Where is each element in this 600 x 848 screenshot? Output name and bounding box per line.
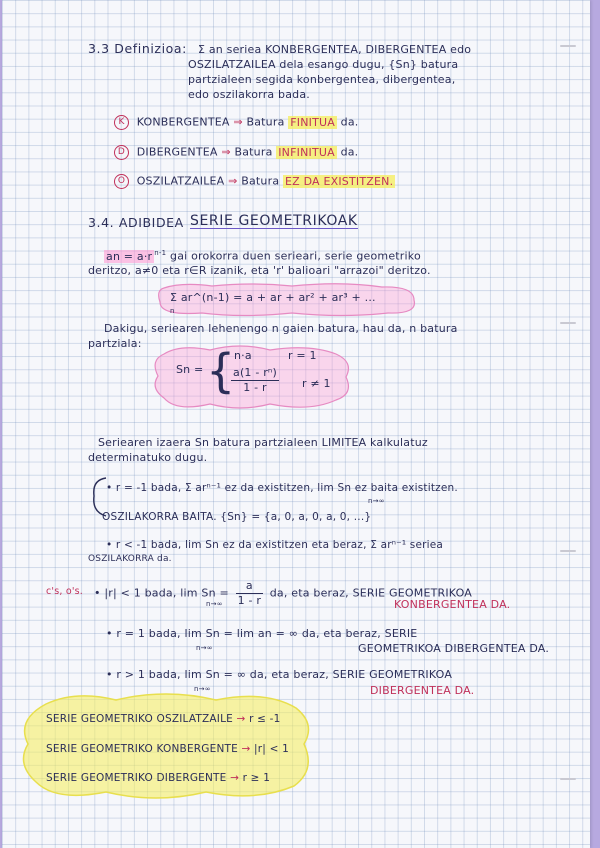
- k-circle-icon: K: [114, 115, 129, 130]
- dakigu-line-2: partziala:: [88, 337, 142, 350]
- binder-mark: [560, 322, 576, 324]
- binder-mark: [560, 550, 576, 552]
- case-2-condition: r ≠ 1: [302, 377, 331, 390]
- case-r-equals-one-sub: n→∞: [196, 644, 213, 652]
- case-r-greater-one-sub: n→∞: [194, 685, 211, 693]
- dibergentea-da: DIBERGENTEA DA.: [370, 684, 475, 697]
- sum-formula: Σ ar^(n-1) = a + ar + ar² + ar³ + ...: [170, 291, 376, 304]
- summary-oszilatzaile: SERIE GEOMETRIKO OSZILATZAILE → r ≤ -1: [46, 713, 281, 725]
- summary-konbergente: SERIE GEOMETRIKO KONBERGENTE → |r| < 1: [46, 743, 289, 755]
- case-1-value: n·a: [234, 349, 252, 362]
- section-3-4-number: 3.4. ADIBIDEA: [88, 215, 184, 230]
- case-abs-r-sub: n→∞: [206, 600, 223, 608]
- case-r-less-minus-one: • r < -1 bada, lim Sn ez da existitzen eta beraz, Σ arⁿ⁻¹ seriea: [106, 539, 444, 551]
- case-abs-r-less-one: • |r| < 1 bada, lim Sn = $\frac{a}{1 - r}$ da, eta beraz, SERIE GEOMETRIKOA: [94, 579, 473, 607]
- notebook-page: [2, 0, 590, 848]
- geometric-def-line-2: deritzo, a≠0 eta r∈R izanik, eta 'r' balioari "arrazoi" deritzo.: [88, 264, 431, 277]
- o-circle-icon: O: [114, 174, 129, 189]
- margin-note: c's, o's.: [46, 586, 84, 597]
- item-dibergentea: D DIBERGENTEA ⇒ Batura INFINITUA da.: [114, 145, 358, 160]
- d-circle-icon: D: [114, 145, 129, 160]
- konbergentea-da: KONBERGENTEA DA.: [394, 598, 511, 611]
- case-r-less-minus-one-tail: OSZILAKORRA da.: [88, 554, 172, 564]
- definition-line-1: Σ an seriea KONBERGENTEA, DIBERGENTEA edo: [198, 43, 472, 56]
- nature-line-1: Seriearen izaera Sn batura partzialeen LIMITEA kalkulatuz: [98, 436, 428, 449]
- sum-index: n: [170, 307, 175, 315]
- cases-brace: {: [206, 344, 236, 398]
- summary-dibergente: SERIE GEOMETRIKO DIBERGENTE → r ≥ 1: [46, 772, 271, 784]
- definition-line-4: edo oszilakorra bada.: [188, 88, 311, 101]
- item-konbergentea: K KONBERGENTEA ⇒ Batura FINITUA da.: [114, 115, 359, 130]
- case-1-condition: r = 1: [288, 349, 317, 362]
- case-r-minus-one-detail: OSZILAKORRA BAITA. {Sn} = {a, 0, a, 0, a, 0, ...}: [102, 511, 372, 523]
- item-oszilatzailea: O OSZILATZAILEA ⇒ Batura EZ DA EXISTITZEN.: [114, 174, 395, 189]
- binder-mark: [560, 778, 576, 780]
- section-3-4-title: SERIE GEOMETRIKOAK: [190, 213, 358, 229]
- sn-label: Sn =: [176, 363, 204, 376]
- case-r-equals-one-tail: GEOMETRIKOA DIBERGENTEA DA.: [358, 642, 550, 655]
- case-2-fraction: $\frac{\text{a(1 - rⁿ)}}{1 - r}$: [233, 366, 277, 394]
- definition-line-3: partzialeen segida konbergentea, dibergentea,: [188, 73, 456, 86]
- case-r-greater-one: • r > 1 bada, lim Sn = ∞ da, eta beraz, SERIE GEOMETRIKOA: [106, 668, 453, 681]
- case-r-minus-one: • r = -1 bada, Σ arⁿ⁻¹ ez da existitzen, lim Sn ez baita existitzen.: [106, 482, 458, 494]
- definition-line-2: OSZILATZAILEA dela esango dugu, {Sn} batura: [188, 58, 459, 71]
- nature-line-2: determinatuko dugu.: [88, 451, 208, 464]
- case-r-minus-one-sub: n→∞: [368, 497, 385, 505]
- dakigu-line-1: Dakigu, seriearen lehenengo n gaien batura, hau da, n batura: [104, 322, 458, 335]
- binder-mark: [560, 45, 576, 47]
- section-3-3-heading: 3.3 Definizioa:: [88, 41, 187, 56]
- geometric-def-line-1: an = a·r $^{n-1}$ gai orokorra duen serieari, serie geometriko: [106, 249, 421, 263]
- case-r-equals-one: • r = 1 bada, lim Sn = lim an = ∞ da, eta beraz, SERIE: [106, 627, 418, 640]
